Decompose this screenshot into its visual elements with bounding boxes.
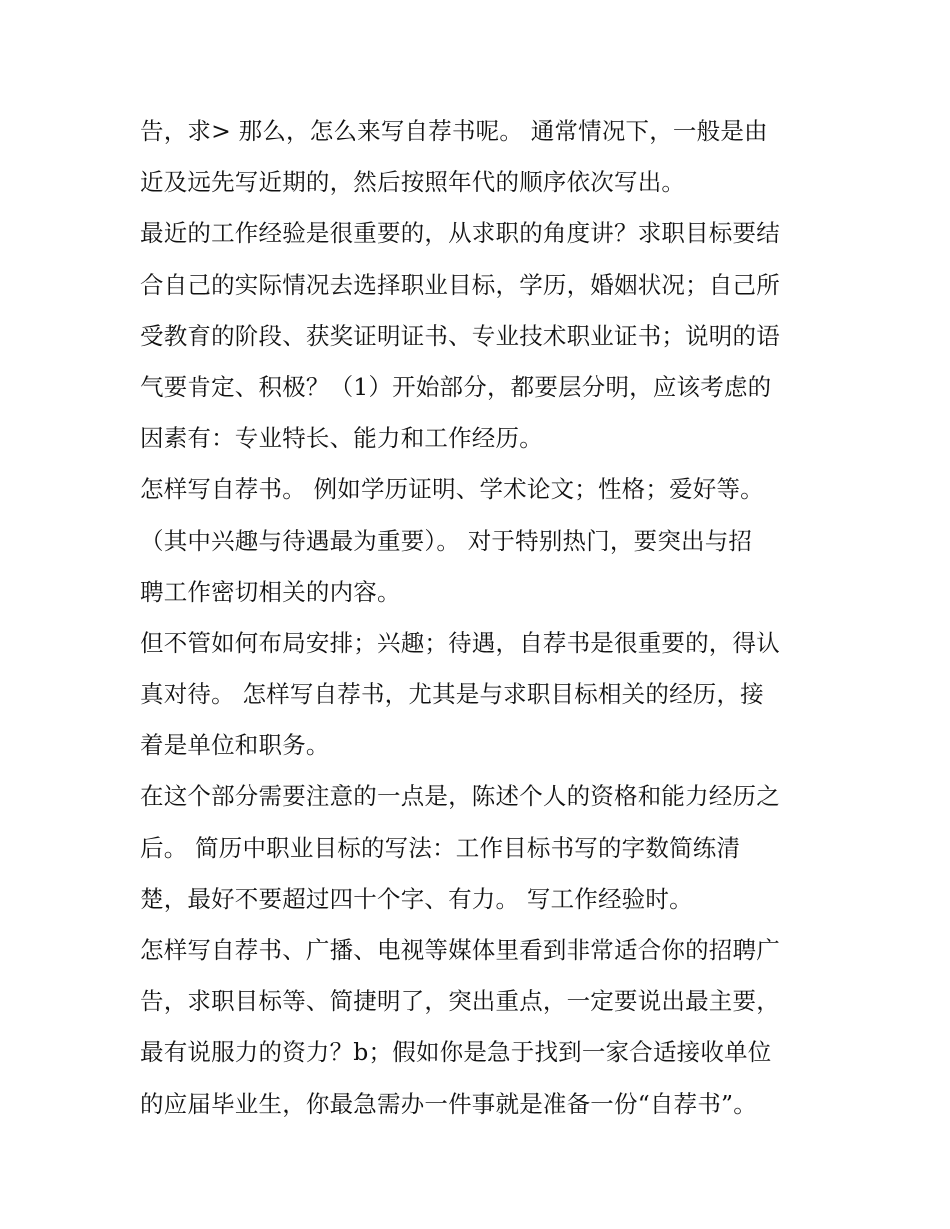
text-line: 聘工作密切相关的内容。 xyxy=(140,577,401,606)
text-line: 怎样写自荐书。 例如学历证明、学术论文；性格；爱好等。 xyxy=(140,475,764,504)
text-line: 但不管如何布局安排；兴趣；待遇，自荐书是很重要的，得认 xyxy=(140,628,780,657)
text-line: 受教育的阶段、获奖证明证书、专业技术职业证书；说明的语 xyxy=(140,321,780,350)
body-text xyxy=(140,106,820,1130)
text-line: 楚，最好不要超过四十个字、有力。 写工作经验时。 xyxy=(140,884,693,913)
text-line: 近及远先写近期的，然后按照年代的顺序依次写出。 xyxy=(140,168,686,197)
text-line: 怎样写自荐书、广播、电视等媒体里看到非常适合你的招聘广 xyxy=(140,936,780,964)
text-line: 最有说服力的资力？b；假如你是急于找到一家合适接收单位 xyxy=(140,1038,772,1067)
text-line: （其中兴趣与待遇最为重要）。 对于特别热门，要突出与招 xyxy=(140,526,753,555)
text-line: 后。 简历中职业目标的写法：工作目标书写的字数简练清 xyxy=(140,833,741,862)
text-line: 真对待。 怎样写自荐书，尤其是与求职目标相关的经历，接 xyxy=(140,680,764,709)
text-line: 合自己的实际情况去选择职业目标，学历，婚姻状况；自己所 xyxy=(140,270,780,299)
text-line: 气要肯定、积极？（1）开始部分，都要层分明，应该考虑的 xyxy=(140,372,772,401)
text-line: 告，求> 那么，怎么来写自荐书呢。 通常情况下，一般是由 xyxy=(140,117,768,145)
text-line: 的应届毕业生，你最急需办一件事就是准备一份“自荐书”。 xyxy=(140,1089,757,1118)
text-line: 因素有：专业特长、能力和工作经历。 xyxy=(140,424,543,453)
text-line: 在这个部分需要注意的一点是，陈述个人的资格和能力经历之 xyxy=(140,782,780,811)
text-line: 着是单位和职务。 xyxy=(140,731,330,760)
text-line: 告，求职目标等、简捷明了，突出重点，一定要说出最主要， xyxy=(140,987,780,1016)
text-line: 最近的工作经验是很重要的，从求职的角度讲？求职目标要结 xyxy=(140,219,780,248)
